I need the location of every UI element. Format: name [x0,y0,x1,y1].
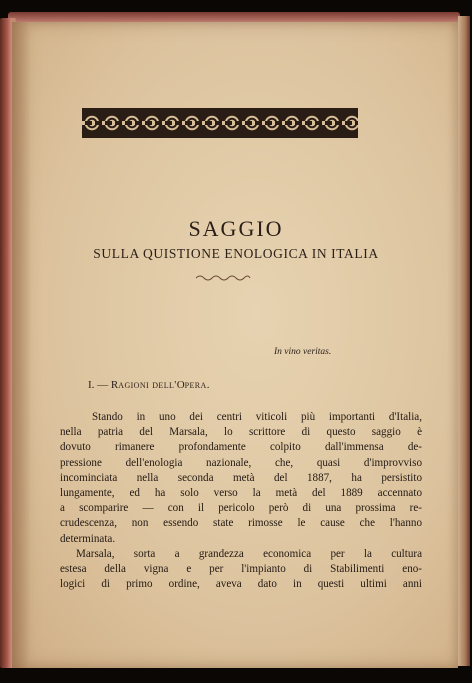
text-line: crudescenza, non essendo state rimosse le cause che l'hanno [60,517,422,530]
section-heading-text-2: pera. [184,379,210,391]
page-gutter-shadow [12,22,30,668]
text-line: estesa della vigna e per l'impianto di Stabilimenti eno- [60,563,422,576]
section-number: I. — [88,379,109,391]
text-line: pressione dell'enologia nazionale, che, quasi d'improvviso [60,456,422,469]
body-text [60,410,422,592]
text-line: a scomparire — con il pericolo però di una prossima re- [60,502,422,515]
page-title: SAGGIO [188,216,284,241]
text-line: incominciata nella seconda metà del 1887, ha persistito [60,471,422,484]
section-heading-text: agioni dell' [118,379,177,391]
text-line: Marsala, sorta a grandezza economica per la cultura [76,547,422,560]
text-line: lungamente, ed ha solo verso la metà del 1889 accennato [60,487,422,500]
decorative-header-ornament [82,108,358,138]
page-right-edge [458,16,470,666]
section-heading-initial-2: O [176,379,185,391]
section-heading [88,379,418,391]
ornament-band [82,121,358,125]
text-line: Stando in uno dei centri viticoli più importanti d'Italia, [92,411,422,423]
text-line: determinata. [60,532,116,545]
text-line: dovuto rimanere profondamente colpito dall'immensa de- [60,441,422,454]
text-line: nella patria del Marsala, lo scrittore di questo saggio è [60,426,422,439]
section-heading-initial: R [110,379,119,391]
page-subtitle: SULLA QUISTIONE ENOLOGICA IN ITALIA [93,246,379,261]
decorative-swash [195,274,251,282]
text-line: logici di primo ordine, aveva dato in questi ultimi anni [60,578,422,591]
epigraph: In vino veritas. [274,347,332,357]
